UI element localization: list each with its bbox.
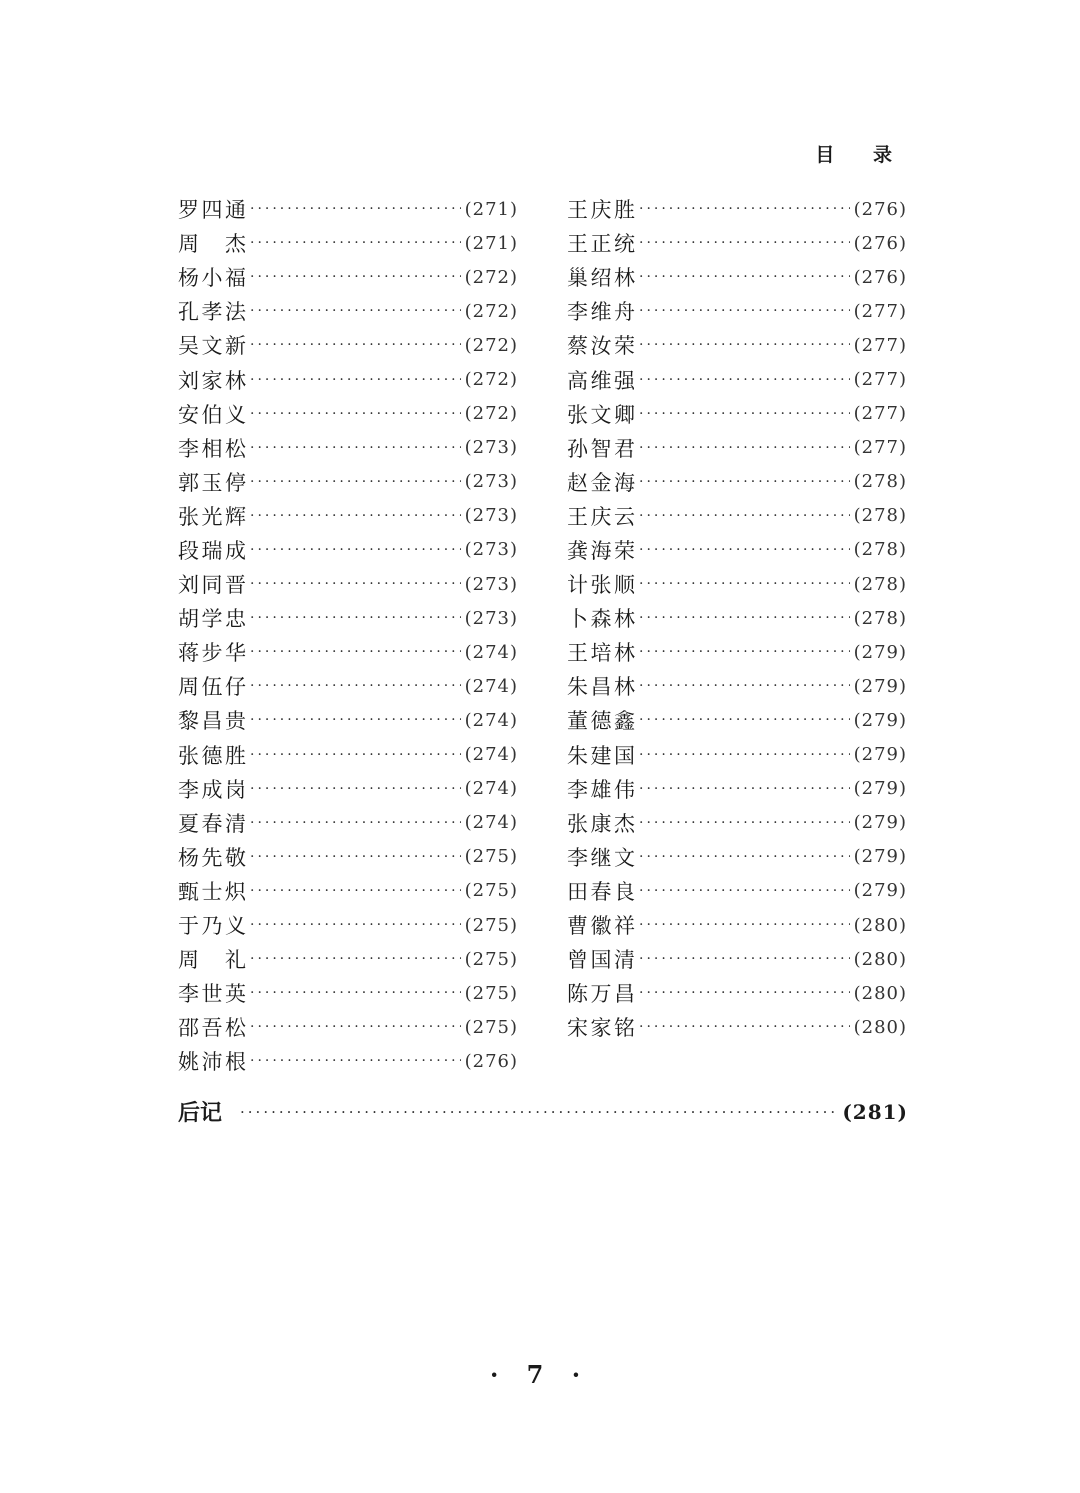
dot-leader — [639, 985, 850, 1001]
running-header: 目 录 — [815, 144, 908, 166]
dot-leader — [639, 815, 850, 831]
toc-entry — [567, 840, 907, 874]
toc-entry — [178, 908, 518, 942]
entry-page: (280) — [853, 982, 907, 1004]
toc-entry — [178, 601, 518, 635]
entry-name: 孔孝法 — [178, 300, 246, 325]
dot-leader — [250, 542, 461, 558]
dot-leader — [250, 508, 461, 524]
dot-leader — [250, 678, 461, 694]
dot-leader — [639, 678, 850, 694]
entry-name: 李维舟 — [567, 300, 635, 325]
entry-name: 邵吾松 — [178, 1016, 246, 1041]
toc-entry — [567, 226, 907, 260]
dot-leader — [250, 474, 461, 490]
entry-page: (277) — [853, 334, 907, 356]
entry-page: (277) — [853, 437, 907, 459]
toc-entry — [178, 1010, 518, 1044]
dot-leader — [240, 1103, 834, 1121]
entry-page: (278) — [853, 573, 907, 595]
entry-page: (279) — [853, 675, 907, 697]
dot-leader — [639, 917, 850, 933]
entry-name: 段瑞成 — [178, 538, 246, 563]
entry-page: (275) — [464, 914, 518, 936]
entry-name: 安伯义 — [178, 402, 246, 427]
entry-page: (279) — [853, 846, 907, 868]
dot-leader — [250, 883, 461, 899]
toc-entry — [567, 499, 907, 533]
entry-name: 李世英 — [178, 982, 246, 1007]
entry-name: 陈万昌 — [567, 982, 635, 1007]
entry-name: 朱建国 — [567, 743, 635, 768]
dot-leader — [250, 951, 461, 967]
toc-entry — [178, 465, 518, 499]
toc-entry — [567, 567, 907, 601]
entry-page: (279) — [853, 744, 907, 766]
entry-name: 朱昌林 — [567, 675, 635, 700]
toc-entry — [178, 294, 518, 328]
entry-page: (274) — [464, 778, 518, 800]
toc-entry — [178, 806, 518, 840]
dot-leader — [250, 610, 461, 626]
entry-name: 赵金海 — [567, 470, 635, 495]
dot-leader — [639, 644, 850, 660]
entry-name: 李成岗 — [178, 777, 246, 802]
toc-entry — [567, 192, 907, 226]
entry-name: 杨小福 — [178, 266, 246, 291]
toc-entry — [178, 635, 518, 669]
dot-leader — [639, 235, 850, 251]
entry-page: (271) — [464, 232, 518, 254]
entry-name: 王培林 — [567, 641, 635, 666]
toc-entry — [567, 635, 907, 669]
entry-page: (279) — [853, 812, 907, 834]
entry-page: (276) — [464, 1050, 518, 1072]
dot-leader — [250, 269, 461, 285]
toc-entry — [567, 1010, 907, 1044]
entry-name: 王庆云 — [567, 504, 635, 529]
entry-page: (272) — [464, 403, 518, 425]
afterword-label: 后记 — [178, 1100, 223, 1126]
dot-leader — [639, 1019, 850, 1035]
entry-page: (276) — [853, 266, 907, 288]
dot-leader — [639, 542, 850, 558]
entry-page: (279) — [853, 880, 907, 902]
dot-leader — [250, 201, 461, 217]
entry-name: 高维强 — [567, 368, 635, 393]
toc-entry — [178, 431, 518, 465]
entry-name: 胡学忠 — [178, 607, 246, 632]
toc-entry — [178, 192, 518, 226]
entry-name: 周伍仔 — [178, 675, 246, 700]
entry-name: 姚沛根 — [178, 1050, 246, 1075]
dot-leader — [250, 303, 461, 319]
toc-entry — [567, 601, 907, 635]
entry-name: 王正统 — [567, 232, 635, 257]
entry-page: (274) — [464, 812, 518, 834]
toc-entry — [567, 703, 907, 737]
entry-page: (273) — [464, 539, 518, 561]
toc-entry — [567, 328, 907, 362]
entry-page: (278) — [853, 539, 907, 561]
entry-name: 于乃义 — [178, 914, 246, 939]
entry-page: (278) — [853, 471, 907, 493]
entry-name: 龚海荣 — [567, 538, 635, 563]
toc-entry — [567, 465, 907, 499]
dot-leader — [639, 712, 850, 728]
toc-entry — [178, 669, 518, 703]
entry-name: 罗四通 — [178, 198, 246, 223]
entry-page: (272) — [464, 369, 518, 391]
entry-name: 董德鑫 — [567, 709, 635, 734]
dot-leader — [639, 576, 850, 592]
entry-page: (273) — [464, 573, 518, 595]
toc-entry — [178, 1044, 518, 1078]
toc-entry — [178, 738, 518, 772]
toc-entry — [178, 328, 518, 362]
entry-name: 郭玉停 — [178, 470, 246, 495]
toc-entry — [178, 772, 518, 806]
toc-entry — [178, 567, 518, 601]
entry-name: 巢绍林 — [567, 266, 635, 291]
entry-page: (275) — [464, 846, 518, 868]
dot-leader — [250, 849, 461, 865]
entry-name: 李相松 — [178, 436, 246, 461]
dot-leader — [250, 712, 461, 728]
dot-leader — [639, 747, 850, 763]
entry-name: 周 礼 — [178, 948, 246, 973]
entry-name: 张光辉 — [178, 504, 246, 529]
dot-leader — [639, 951, 850, 967]
entry-page: (273) — [464, 437, 518, 459]
dot-leader — [250, 917, 461, 933]
entry-page: (279) — [853, 709, 907, 731]
dot-leader — [639, 610, 850, 626]
toc-entry — [567, 874, 907, 908]
toc-entry — [567, 260, 907, 294]
dot-leader — [250, 576, 461, 592]
entry-page: (273) — [464, 607, 518, 629]
entry-page: (276) — [853, 232, 907, 254]
entry-name: 张文卿 — [567, 402, 635, 427]
entry-name: 孙智君 — [567, 436, 635, 461]
toc-entry — [178, 260, 518, 294]
toc-entry — [567, 431, 907, 465]
toc-entry — [178, 942, 518, 976]
dot-leader — [639, 201, 850, 217]
entry-page: (274) — [464, 675, 518, 697]
entry-page: (274) — [464, 709, 518, 731]
entry-page: (280) — [853, 914, 907, 936]
dot-leader — [250, 815, 461, 831]
dot-leader — [639, 781, 850, 797]
entry-page: (277) — [853, 369, 907, 391]
entry-name: 黎昌贵 — [178, 709, 246, 734]
entry-name: 杨先敬 — [178, 845, 246, 870]
entry-name: 张康杰 — [567, 811, 635, 836]
toc-entry — [567, 362, 907, 396]
dot-leader — [639, 508, 850, 524]
entry-page: (277) — [853, 300, 907, 322]
entry-name: 蒋步华 — [178, 641, 246, 666]
entry-name: 卜森林 — [567, 607, 635, 632]
toc-entry — [178, 499, 518, 533]
toc-entry — [567, 669, 907, 703]
dot-leader — [639, 474, 850, 490]
toc-entry — [567, 533, 907, 567]
toc-entry — [178, 533, 518, 567]
dot-leader — [250, 440, 461, 456]
dot-leader — [639, 406, 850, 422]
dot-leader — [639, 849, 850, 865]
entry-name: 夏春清 — [178, 811, 246, 836]
entry-page: (280) — [853, 948, 907, 970]
entry-page: (280) — [853, 1016, 907, 1038]
afterword-page: (281) — [842, 1099, 908, 1124]
entry-name: 李雄伟 — [567, 777, 635, 802]
dot-leader — [639, 337, 850, 353]
entry-name: 计张顺 — [567, 573, 635, 598]
entry-name: 田春良 — [567, 879, 635, 904]
entry-page: (275) — [464, 982, 518, 1004]
toc-entry — [567, 942, 907, 976]
entry-page: (273) — [464, 505, 518, 527]
toc-entry — [178, 976, 518, 1010]
dot-leader — [250, 372, 461, 388]
toc-right-column — [567, 192, 907, 1044]
entry-page: (272) — [464, 266, 518, 288]
toc-entry — [178, 362, 518, 396]
entry-name: 吴文新 — [178, 334, 246, 359]
entry-name: 张德胜 — [178, 743, 246, 768]
toc-entry — [178, 397, 518, 431]
dot-leader — [250, 747, 461, 763]
entry-name: 王庆胜 — [567, 198, 635, 223]
dot-leader — [250, 235, 461, 251]
toc-entry — [567, 294, 907, 328]
entry-page: (272) — [464, 334, 518, 356]
entry-name: 甄士炽 — [178, 879, 246, 904]
entry-name: 曾国清 — [567, 948, 635, 973]
toc-entry — [178, 840, 518, 874]
entry-page: (278) — [853, 505, 907, 527]
entry-page: (274) — [464, 641, 518, 663]
entry-page: (279) — [853, 641, 907, 663]
entry-name: 刘同晋 — [178, 573, 246, 598]
dot-leader — [250, 644, 461, 660]
entry-name: 蔡汝荣 — [567, 334, 635, 359]
toc-entry — [178, 874, 518, 908]
dot-leader — [639, 372, 850, 388]
entry-page: (271) — [464, 198, 518, 220]
toc-entry — [567, 976, 907, 1010]
toc-entry — [567, 397, 907, 431]
dot-leader — [639, 269, 850, 285]
entry-page: (275) — [464, 948, 518, 970]
toc-left-column — [178, 192, 518, 1078]
entry-name: 周 杰 — [178, 232, 246, 257]
toc-entry — [567, 772, 907, 806]
toc-entry — [178, 703, 518, 737]
entry-page: (272) — [464, 300, 518, 322]
dot-leader — [250, 985, 461, 1001]
toc-entry — [567, 908, 907, 942]
page-number: · 7 · — [489, 1360, 591, 1389]
entry-name: 宋家铭 — [567, 1016, 635, 1041]
dot-leader — [639, 440, 850, 456]
dot-leader — [639, 883, 850, 899]
entry-name: 刘家林 — [178, 368, 246, 393]
toc-entry — [178, 226, 518, 260]
entry-page: (279) — [853, 778, 907, 800]
toc-entry-afterword — [178, 1096, 908, 1127]
entry-name: 李继文 — [567, 845, 635, 870]
toc-entry — [567, 738, 907, 772]
entry-page: (273) — [464, 471, 518, 493]
toc-entry — [567, 806, 907, 840]
entry-page: (274) — [464, 744, 518, 766]
dot-leader — [250, 406, 461, 422]
entry-page: (275) — [464, 880, 518, 902]
entry-page: (278) — [853, 607, 907, 629]
dot-leader — [250, 1019, 461, 1035]
entry-name: 曹徽祥 — [567, 914, 635, 939]
dot-leader — [250, 1053, 461, 1069]
entry-page: (276) — [853, 198, 907, 220]
entry-page: (275) — [464, 1016, 518, 1038]
dot-leader — [639, 303, 850, 319]
entry-page: (277) — [853, 403, 907, 425]
dot-leader — [250, 781, 461, 797]
dot-leader — [250, 337, 461, 353]
